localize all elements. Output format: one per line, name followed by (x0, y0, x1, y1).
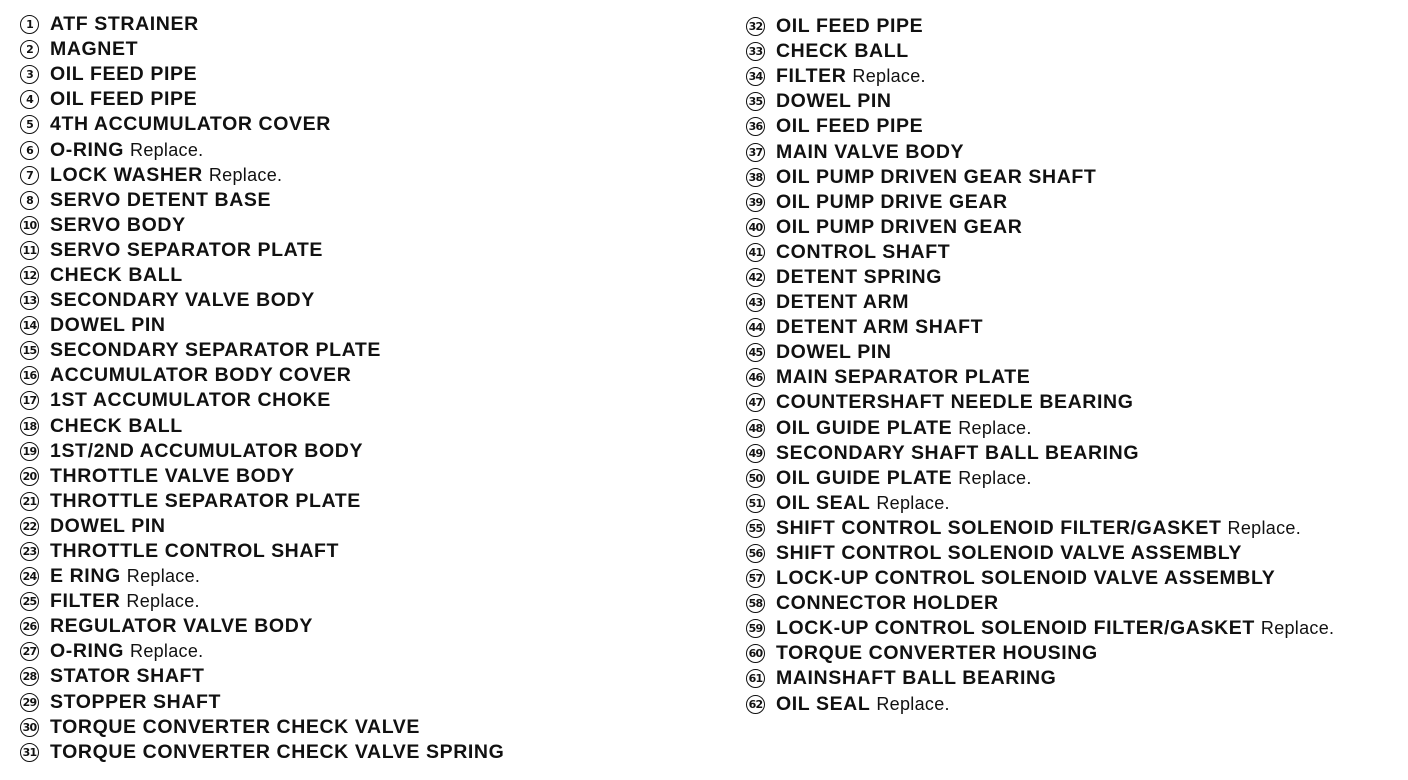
part-number-badge: 30 (20, 718, 39, 737)
part-name: 1ST/2ND ACCUMULATOR BODY (50, 439, 364, 462)
part-note: Replace. (126, 591, 200, 612)
part-number-badge: 39 (746, 193, 765, 212)
part-name: THROTTLE VALVE BODY (50, 464, 295, 487)
part-name: OIL GUIDE PLATE (776, 416, 953, 439)
part-list-item (20, 238, 504, 263)
part-list-item (20, 338, 504, 363)
part-name: LOCK WASHER (50, 163, 203, 186)
part-number-badge: 61 (746, 669, 765, 688)
part-list-item (20, 464, 504, 489)
part-number-badge: 8 (20, 191, 39, 210)
part-number-badge: 37 (746, 143, 765, 162)
part-number-badge: 49 (746, 444, 765, 463)
part-name: O-RING (50, 640, 125, 663)
part-list-item (20, 639, 504, 664)
part-number-badge: 59 (746, 619, 765, 638)
part-name: CHECK BALL (50, 263, 183, 286)
part-list-item (746, 516, 1334, 541)
part-number-badge: 2 (20, 40, 39, 59)
part-name: MAGNET (50, 38, 139, 61)
part-name: SECONDARY SEPARATOR PLATE (50, 339, 382, 362)
part-name: LOCK-UP CONTROL SOLENOID VALVE ASSEMBLY (776, 567, 1276, 590)
part-list-item (20, 363, 504, 388)
part-note: Replace. (130, 139, 204, 160)
part-name: FILTER (776, 65, 847, 88)
part-name: DETENT ARM (776, 291, 910, 314)
part-number-badge: 62 (746, 695, 765, 714)
part-number-badge: 17 (20, 391, 39, 410)
part-number-badge: 42 (746, 268, 765, 287)
part-number-badge: 60 (746, 644, 765, 663)
part-list-item (20, 62, 504, 87)
part-list-item (20, 263, 504, 288)
part-number-badge: 13 (20, 291, 39, 310)
part-number-badge: 14 (20, 316, 39, 335)
part-name: OIL SEAL (776, 491, 871, 514)
part-list-item (746, 14, 1334, 39)
part-number-badge: 28 (20, 667, 39, 686)
part-name: MAINSHAFT BALL BEARING (776, 667, 1057, 690)
part-number-badge: 24 (20, 567, 39, 586)
part-list-item (746, 165, 1334, 190)
part-list-item (20, 589, 504, 614)
part-list-item (20, 112, 504, 137)
part-number-badge: 10 (20, 216, 39, 235)
part-list-item (20, 213, 504, 238)
part-name: LOCK-UP CONTROL SOLENOID FILTER/GASKET (776, 617, 1255, 640)
part-number-badge: 50 (746, 469, 765, 488)
part-list-item (746, 491, 1334, 516)
part-name: 1ST ACCUMULATOR CHOKE (50, 389, 331, 412)
part-name: DOWEL PIN (50, 514, 166, 537)
part-number-badge: 20 (20, 467, 39, 486)
part-number-badge: 40 (746, 218, 765, 237)
part-number-badge: 6 (20, 141, 39, 160)
part-list-item (20, 564, 504, 589)
part-name: MAIN VALVE BODY (776, 140, 965, 163)
part-note: Replace. (958, 417, 1032, 438)
part-list-item (20, 414, 504, 439)
part-number-badge: 45 (746, 343, 765, 362)
part-name: SERVO DETENT BASE (50, 188, 272, 211)
part-name: DOWEL PIN (50, 314, 166, 337)
part-list-item (746, 114, 1334, 139)
part-list-item (746, 365, 1334, 390)
part-list-item (20, 37, 504, 62)
part-note: Replace. (126, 566, 201, 587)
part-name: OIL FEED PIPE (776, 115, 924, 138)
part-number-badge: 56 (746, 544, 765, 563)
part-list-item (746, 666, 1334, 691)
part-list-item (746, 190, 1334, 215)
part-name: CONTROL SHAFT (776, 240, 951, 263)
part-name: CHECK BALL (776, 40, 909, 63)
part-number-badge: 33 (746, 42, 765, 61)
part-list-item (746, 64, 1334, 89)
part-name: SERVO SEPARATOR PLATE (50, 238, 324, 261)
part-list-item (746, 441, 1334, 466)
part-number-badge: 11 (20, 241, 39, 260)
part-number-badge: 4 (20, 90, 39, 109)
part-name: DOWEL PIN (776, 90, 892, 113)
part-note: Replace. (958, 467, 1032, 488)
part-name: 4TH ACCUMULATOR COVER (50, 113, 331, 136)
part-note: Replace. (876, 492, 950, 513)
part-name: MAIN SEPARATOR PLATE (776, 366, 1031, 389)
part-number-badge: 19 (20, 442, 39, 461)
part-number-badge: 34 (746, 67, 765, 86)
part-name: ATF STRAINER (50, 13, 199, 36)
part-list-item (20, 664, 504, 689)
part-list-item (746, 315, 1334, 340)
part-number-badge: 44 (746, 318, 765, 337)
part-list-item (746, 466, 1334, 491)
part-list-item (746, 139, 1334, 164)
part-list-item (20, 137, 504, 162)
part-number-badge: 18 (20, 417, 39, 436)
part-name: OIL FEED PIPE (50, 88, 198, 111)
part-list-item (746, 340, 1334, 365)
part-list-item (746, 89, 1334, 114)
part-list-item (20, 740, 504, 765)
part-number-badge: 23 (20, 542, 39, 561)
part-name: OIL GUIDE PLATE (776, 466, 953, 489)
part-list-item (20, 439, 504, 464)
part-list-item (20, 87, 504, 112)
part-number-badge: 47 (746, 393, 765, 412)
part-number-badge: 55 (746, 519, 765, 538)
part-list-item (20, 489, 504, 514)
part-name: TORQUE CONVERTER HOUSING (776, 642, 1098, 665)
part-number-badge: 43 (746, 293, 765, 312)
part-number-badge: 46 (746, 368, 765, 387)
part-number-badge: 12 (20, 266, 39, 285)
part-number-badge: 38 (746, 168, 765, 187)
part-name: THROTTLE CONTROL SHAFT (50, 540, 340, 563)
part-name: SERVO BODY (50, 213, 186, 236)
part-name: OIL SEAL (776, 692, 871, 715)
part-name: REGULATOR VALVE BODY (50, 615, 313, 638)
part-number-badge: 31 (20, 743, 39, 762)
part-list-item (20, 614, 504, 639)
part-name: E RING (50, 565, 121, 588)
part-note: Replace. (208, 164, 283, 185)
part-number-badge: 15 (20, 341, 39, 360)
part-list-item (746, 265, 1334, 290)
part-name: OIL PUMP DRIVEN GEAR (776, 215, 1023, 238)
part-list-item (20, 388, 504, 413)
part-name: TORQUE CONVERTER CHECK VALVE SPRING (50, 740, 505, 763)
part-name: STATOR SHAFT (50, 665, 205, 688)
part-list-item (746, 215, 1334, 240)
part-list-item (746, 616, 1334, 641)
part-name: OIL FEED PIPE (50, 63, 198, 86)
part-list-item (746, 390, 1334, 415)
part-list-item (20, 715, 504, 740)
part-name: ACCUMULATOR BODY COVER (50, 364, 352, 387)
part-number-badge: 29 (20, 693, 39, 712)
part-name: SHIFT CONTROL SOLENOID FILTER/GASKET (776, 516, 1222, 539)
part-name: SECONDARY SHAFT BALL BEARING (776, 441, 1140, 464)
part-list-item (746, 566, 1334, 591)
part-number-badge: 32 (746, 17, 765, 36)
part-name: SECONDARY VALVE BODY (50, 289, 315, 312)
part-number-badge: 57 (746, 569, 765, 588)
part-list-item (20, 163, 504, 188)
part-list-item (20, 313, 504, 338)
parts-list-left-column (20, 12, 504, 765)
part-list-item (20, 514, 504, 539)
part-name: OIL FEED PIPE (776, 15, 924, 38)
part-note: Replace. (852, 66, 926, 87)
part-list-item (746, 692, 1334, 717)
part-number-badge: 36 (746, 117, 765, 136)
part-name: DETENT ARM SHAFT (776, 316, 984, 339)
part-number-badge: 26 (20, 617, 39, 636)
part-number-badge: 27 (20, 642, 39, 661)
part-name: FILTER (50, 590, 121, 613)
parts-list-right-column (746, 14, 1334, 717)
part-name: DOWEL PIN (776, 341, 892, 364)
part-number-badge: 25 (20, 592, 39, 611)
part-name: THROTTLE SEPARATOR PLATE (50, 489, 361, 512)
part-note: Replace. (130, 641, 204, 662)
part-list-item (746, 290, 1334, 315)
part-list-item (20, 690, 504, 715)
part-list-item (746, 416, 1334, 441)
part-list-item (20, 539, 504, 564)
part-list-item (746, 541, 1334, 566)
part-name: TORQUE CONVERTER CHECK VALVE (50, 715, 420, 738)
part-name: COUNTERSHAFT NEEDLE BEARING (776, 391, 1134, 414)
part-list-item (20, 288, 504, 313)
part-name: OIL PUMP DRIVE GEAR (776, 190, 1008, 213)
part-number-badge: 41 (746, 243, 765, 262)
part-number-badge: 21 (20, 492, 39, 511)
part-name: O-RING (50, 138, 125, 161)
part-number-badge: 1 (20, 15, 39, 34)
part-name: CHECK BALL (50, 414, 183, 437)
part-number-badge: 22 (20, 517, 39, 536)
part-list-item (20, 12, 504, 37)
part-list-item (20, 188, 504, 213)
part-name: OIL PUMP DRIVEN GEAR SHAFT (776, 165, 1097, 188)
part-note: Replace. (1260, 618, 1335, 639)
part-note: Replace. (1227, 517, 1301, 538)
part-number-badge: 58 (746, 594, 765, 613)
part-number-badge: 5 (20, 115, 39, 134)
part-list-item (746, 39, 1334, 64)
part-number-badge: 51 (746, 494, 765, 513)
part-number-badge: 7 (20, 166, 39, 185)
part-number-badge: 48 (746, 419, 765, 438)
part-name: SHIFT CONTROL SOLENOID VALVE ASSEMBLY (776, 542, 1243, 565)
part-name: DETENT SPRING (776, 265, 942, 288)
part-list-item (746, 641, 1334, 666)
part-number-badge: 16 (20, 366, 39, 385)
part-list-item (746, 591, 1334, 616)
part-note: Replace. (876, 693, 950, 714)
part-name: STOPPER SHAFT (50, 690, 222, 713)
part-number-badge: 35 (746, 92, 765, 111)
part-list-item (746, 240, 1334, 265)
part-number-badge: 3 (20, 65, 39, 84)
part-name: CONNECTOR HOLDER (776, 592, 999, 615)
